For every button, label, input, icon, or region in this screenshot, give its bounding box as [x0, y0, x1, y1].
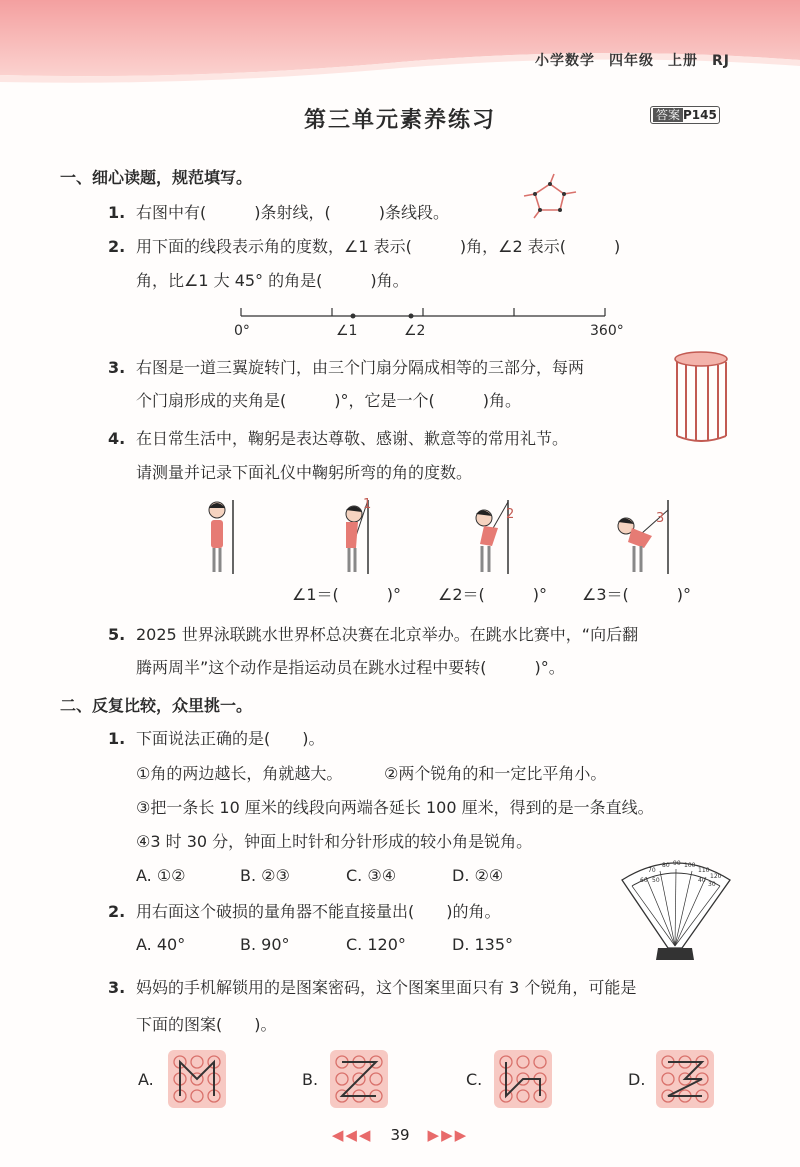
protractor-label-70: 70 — [648, 867, 656, 874]
bow-figure-1 — [330, 496, 380, 576]
bow-label-2: 2 — [506, 507, 515, 522]
s1-q1-text: 右图中有( )条射线，( )条线段。 — [136, 203, 449, 222]
header-banner — [0, 0, 800, 90]
protractor-label-120: 120 — [710, 873, 722, 880]
s1-q5-line1 — [108, 624, 638, 646]
unlock-pattern-b[interactable] — [330, 1050, 388, 1108]
header-grade: 四年级 — [609, 53, 654, 69]
s2-q3-option-c[interactable]: C. — [466, 1070, 483, 1089]
s2-q2-option-a[interactable]: A. 40° — [136, 935, 186, 954]
s2-q2-option-d[interactable]: D. 135° — [452, 935, 514, 954]
s2-q2-option-c[interactable]: C. 120° — [346, 935, 406, 954]
s2-q3-option-b[interactable]: B. — [302, 1070, 319, 1089]
header-subject: 小学数学 — [535, 53, 595, 69]
s1-q1 — [108, 202, 449, 224]
broken-protractor-figure — [618, 852, 734, 962]
book-header — [521, 50, 730, 70]
next-arrows-icon: ▶▶▶ — [427, 1126, 469, 1144]
protractor-label-50: 50 — [652, 877, 660, 884]
s2-q1-statement-3: ③把一条长 10 厘米的线段向两端各延长 100 厘米，得到的是一条直线。 — [136, 798, 654, 817]
bow-answer-1: ∠1＝( )° — [292, 585, 402, 604]
bow-label-3: 3 — [656, 511, 665, 526]
s1-q4-line1 — [108, 428, 568, 450]
prev-arrows-icon: ◀◀◀ — [331, 1126, 373, 1144]
s2-q3-text1: 妈妈的手机解锁用的是图案密码，这个图案里面只有 3 个锐角，可能是 — [136, 978, 637, 997]
protractor-label-90: 90 — [673, 860, 681, 867]
page-number: 39 — [390, 1126, 410, 1144]
bow-figure-0 — [195, 496, 245, 576]
s2-q1-option-a[interactable]: A. ①② — [136, 866, 186, 885]
s2-q2-text: 用右面这个破损的量角器不能直接量出( )的角。 — [136, 902, 501, 921]
s2-q2 — [108, 901, 501, 923]
page-number-footer — [0, 1126, 800, 1144]
s2-q2-num: 2. — [108, 902, 126, 921]
s1-q3-num: 3. — [108, 358, 126, 377]
s2-q1-statement-4: ④3 时 30 分，钟面上时针和分针形成的较小角是锐角。 — [136, 832, 533, 851]
s2-q1-option-c[interactable]: C. ③④ — [346, 866, 397, 885]
revolving-door-figure — [672, 350, 730, 442]
s1-q3-line1 — [108, 357, 584, 379]
s1-q2-line1 — [108, 236, 620, 258]
s2-q2-option-b[interactable]: B. 90° — [240, 935, 290, 954]
bow-figure-3 — [610, 496, 680, 576]
s1-q2-text1: 用下面的线段表示角的度数，∠1 表示( )角，∠2 表示( ) — [136, 237, 621, 256]
protractor-label-30: 30 — [708, 881, 716, 888]
s2-q1-text: 下面说法正确的是( )。 — [136, 729, 325, 748]
protractor-label-100: 100 — [684, 862, 696, 869]
s2-q1-num: 1. — [108, 729, 126, 748]
bow-answer-3: ∠3＝( )° — [582, 585, 692, 604]
s2-q3-line1 — [108, 977, 636, 999]
scale-angle1: ∠1 — [336, 323, 358, 339]
s1-q4-text1: 在日常生活中，鞠躬是表达尊敬、感谢、歉意等的常用礼节。 — [136, 429, 569, 448]
s1-q5-num: 5. — [108, 625, 126, 644]
unlock-pattern-a[interactable] — [168, 1050, 226, 1108]
s2-q3-text2: 下面的图案( )。 — [136, 1015, 277, 1034]
s1-q2-text2: 角，比∠1 大 45° 的角是( )角。 — [136, 271, 409, 290]
scale-angle2: ∠2 — [404, 323, 426, 339]
bow-label-1: 1 — [363, 497, 372, 512]
s2-q1-statement-2: ②两个锐角的和一定比平角小。 — [384, 764, 607, 783]
s2-q1 — [108, 728, 325, 750]
unlock-pattern-d[interactable] — [656, 1050, 714, 1108]
s1-q4-text2: 请测量并记录下面礼仪中鞠躬所弯的角的度数。 — [136, 463, 473, 482]
pentagon-rays-figure — [520, 172, 580, 220]
s1-q4-num: 4. — [108, 429, 126, 448]
s1-q5-text1: 2025 世界泳联跳水世界杯总决赛在北京举办。在跳水比赛中，“向后翻 — [136, 625, 639, 644]
answer-page: P145 — [683, 108, 717, 122]
header-volume: 上册 — [668, 53, 698, 69]
s1-q3-text2: 个门扇形成的夹角是( )°，它是一个( )角。 — [136, 391, 521, 410]
header-edition: RJ — [712, 53, 730, 69]
s2-q3-num: 3. — [108, 978, 126, 997]
s1-q5-text2: 腾两周半”这个动作是指运动员在跳水过程中要转( )°。 — [136, 658, 565, 677]
protractor-label-60: 60 — [640, 877, 648, 884]
s2-q3-option-a[interactable]: A. — [138, 1070, 154, 1089]
s2-q1-option-b[interactable]: B. ②③ — [240, 866, 290, 885]
s2-q1-statement-1: ①角的两边越长，角就越大。 — [136, 764, 343, 783]
angle-scale-line — [225, 300, 645, 340]
unlock-pattern-c[interactable] — [494, 1050, 552, 1108]
s1-q1-num: 1. — [108, 203, 126, 222]
page-title: 第三单元素养练习 — [303, 108, 496, 133]
s2-q1-option-d[interactable]: D. ②④ — [452, 866, 504, 885]
s1-q2-num: 2. — [108, 237, 126, 256]
answer-reference[interactable] — [650, 106, 720, 124]
section1-heading: 一、细心读题，规范填写。 — [60, 168, 253, 187]
protractor-label-80: 80 — [662, 862, 670, 869]
protractor-label-40: 40 — [698, 877, 706, 884]
bow-answer-2: ∠2＝( )° — [438, 585, 548, 604]
scale-start: 0° — [234, 323, 250, 339]
section2-heading: 二、反复比较，众里挑一。 — [60, 696, 253, 715]
scale-end: 360° — [590, 323, 624, 339]
answer-label: 答案 — [653, 108, 683, 122]
s1-q3-text1: 右图是一道三翼旋转门，由三个门扇分隔成相等的三部分，每两 — [136, 358, 585, 377]
s2-q3-option-d[interactable]: D. — [628, 1070, 646, 1089]
protractor-label-110: 110 — [698, 867, 710, 874]
